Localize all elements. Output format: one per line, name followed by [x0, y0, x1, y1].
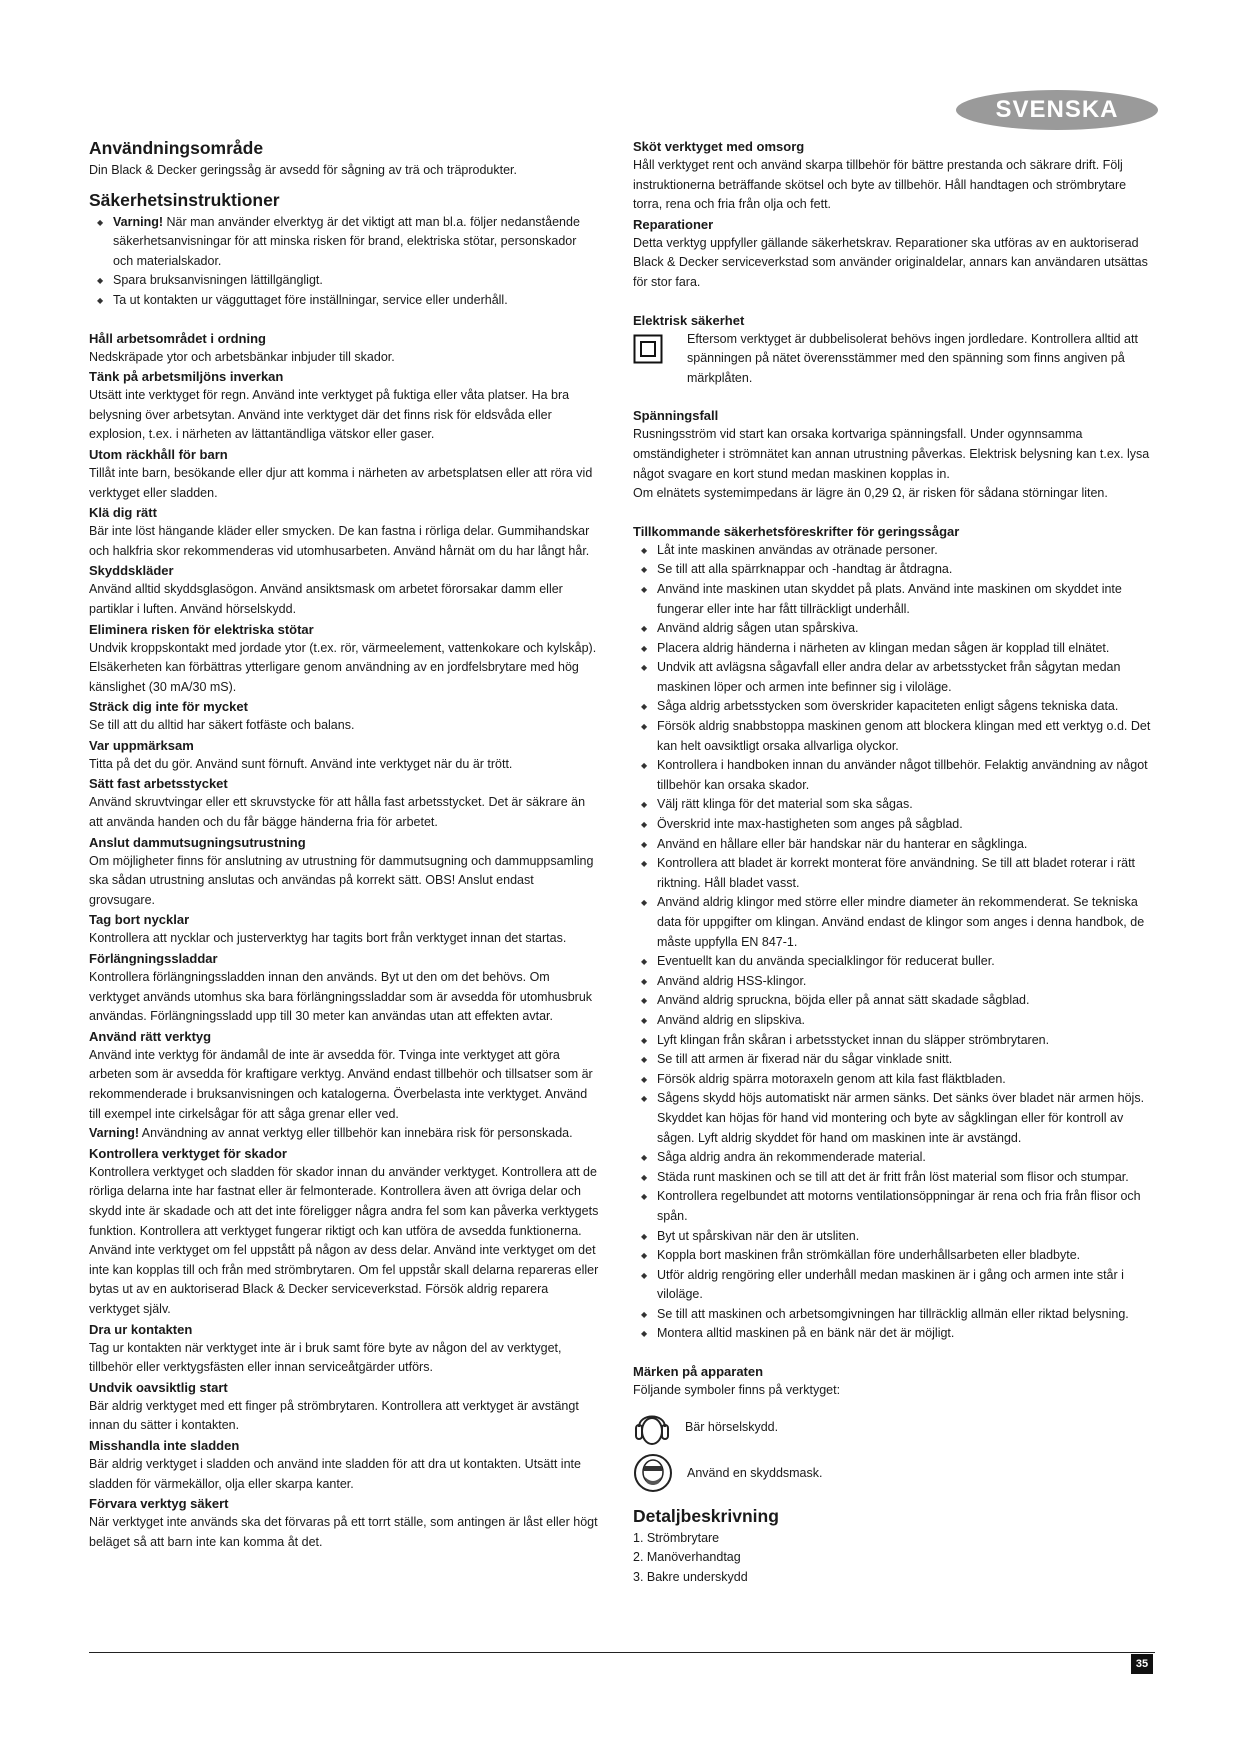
extra-bullet: ◆ Använd aldrig spruckna, böjda eller på annat sätt skadade sågblad.: [633, 991, 1158, 1011]
safety-section-text: Om möjligheter finns för anslutning av utrustning för dammutsugning och dammuppsamling ska sådan utrustning anslutas och användas på korrekt sätt. OBS! Anslut endast grovsugare.: [89, 853, 594, 907]
safety-section-text: Kontrollera att nycklar och justerverktyg har tagits bort från verktyget innan det startas.: [89, 931, 567, 946]
safety-section-heading: Utom räckhåll för barn: [89, 446, 228, 462]
safety-section-text: Titta på det du gör. Använd sunt förnuft. Använd inte verktyget när du är trött.: [89, 756, 513, 771]
left-column: [89, 137, 599, 1552]
extra-bullet: ◆ Kontrollera att bladet är korrekt monterat före användning. Se till att bladet roterar i rätt riktning. Håll bladet vasst.: [633, 854, 1158, 893]
safety-section-heading: Förvara verktyg säkert: [89, 1496, 229, 1512]
mark-mask-label: Använd en skyddsmask.: [687, 1465, 823, 1480]
extra-bullet: ◆ Använd en hållare eller bär handskar när du hanterar en sågklinga.: [633, 835, 1158, 855]
double-insulation-icon: [633, 334, 665, 389]
safety-section-heading: Skyddskläder: [89, 563, 174, 579]
care-text: Håll verktyget rent och använd skarpa tillbehör för bättre prestanda och säkrare drift. Följ instruktionerna beträffande skötsel och byte av tillbehör. Håll handtagen och strömbrytare torra, rena och fria från olja och fett.: [633, 158, 1127, 212]
safety-section-text: Använd skruvtvingar eller ett skruvstycke för att hålla fast arbetsstycket. Det är säkrare än att använda handen och du får bägge händerna fria för arbetet.: [89, 795, 586, 830]
dust-mask-icon: [633, 1453, 673, 1493]
usage-text: Din Black & Decker geringssåg är avsedd för sågning av trä och träprodukter.: [89, 163, 517, 177]
detail-title: Detaljbeskrivning: [633, 1505, 779, 1526]
detail-item: 3. Bakre underskydd: [633, 1569, 748, 1584]
mark-mask-row: [633, 1453, 1158, 1493]
safety-section-text: Undvik kroppskontakt med jordade ytor (t.ex. rör, värmeelement, vattenkokare och kylskåp). Elsäkerheten kan förbättras ytterligare genom användning av en jordfelsbrytare med hög känslighet (30 mA/30 mS).: [89, 640, 597, 694]
safety-section-heading: Håll arbetsområdet i ordning: [89, 330, 266, 346]
extra-bullet: ◆ Kontrollera i handboken innan du använder något tillbehör. Felaktig användning av något tillbehör kan orsaka skador.: [633, 756, 1158, 795]
safety-bullet-bold: Varning!: [113, 214, 164, 229]
safety-section-heading: Dra ur kontakten: [89, 1321, 193, 1337]
extra-bullet-list: [633, 541, 1158, 1344]
extra-bullet: ◆ Byt ut spårskivan när den är utsliten.: [633, 1227, 1158, 1247]
safety-section-text: Använd alltid skyddsglasögon. Använd ansiktsmask om arbetet förorsakar damm eller partiklar i luften. Använd hörselskydd.: [89, 582, 563, 616]
extra-bullet: ◆ Såga aldrig arbetsstycken som överskrider kapaciteten enligt sågens tekniska data.: [633, 697, 1158, 717]
safety-section-heading: Sätt fast arbetsstycket: [89, 776, 228, 792]
marks-title: Märken på apparaten: [633, 1364, 764, 1380]
elec-title: Elektrisk säkerhet: [633, 312, 745, 328]
extra-bullet: ◆ Använd inte maskinen utan skyddet på plats. Använd inte maskinen om skyddet inte fungerar eller inte har fått tillräckligt underhåll.: [633, 580, 1158, 619]
extra-bullet: ◆ Använd aldrig klingor med större eller mindre diameter än rekommenderat. Se tekniska data för uppgifter om klingan. Använd endast de klingor som anges i denna handbok, de måste uppfylla EN 847-1.: [633, 893, 1158, 952]
safety-section-heading: Tänk på arbetsmiljöns inverkan: [89, 369, 284, 385]
detail-item: 1. Strömbrytare: [633, 1530, 720, 1545]
safety-bullet: [89, 213, 599, 272]
extra-bullet: ◆ Utför aldrig rengöring eller underhåll medan maskinen är i gång och armen inte står i viloläge.: [633, 1266, 1158, 1305]
extra-bullet: ◆ Sågens skydd höjs automatiskt när armen sänks. Det sänks över bladet när armen höjs. Skyddet kan höjas för hand vid montering och byte av sågklingan eller för kontroll av sågen. Lyft aldrig skyddet för hand om maskinen inte är avstängd.: [633, 1089, 1158, 1148]
left-sections: [89, 329, 599, 1125]
safety-section-text: Använd inte verktyg för ändamål de inte är avsedda för. Tvinga inte verktyget att göra arbeten som är avsedda för kraftigare verktyg. Använd endast tillbehör och tillsatser som är rekommenderade i bruksanvisningen och katalogerna. Överbelasta inte verktyget. Använd till exempel inte cirkelsågar för att såga grenar eller ved.: [89, 1047, 593, 1121]
marks-text: Följande symboler finns på verktyget:: [633, 1383, 841, 1398]
safety-section-heading: Förlängningssladdar: [89, 951, 218, 967]
safety-section-heading: Anslut dammutsugningsutrustning: [89, 834, 306, 850]
extra-bullet: ◆ Placera aldrig händerna i närheten av klingan medan sågen är kopplad till elnätet.: [633, 639, 1158, 659]
repair-text: Detta verktyg uppfyller gällande säkerhetskrav. Reparationer ska utföras av en auktoriserad Black & Decker serviceverkstad som använder originaldelar, annars kan användaren utsättas för stor fara.: [633, 235, 1148, 289]
safety-section-text: Tag ur kontakten när verktyget inte är i bruk samt före byte av någon del av verktyget, tillbehör eller verktygsfästen eller innan serviceåtgärder utförs.: [89, 1340, 562, 1375]
safety-section-heading: Misshandla inte sladden: [89, 1437, 240, 1453]
extra-bullet: ◆ Försök aldrig spärra motoraxeln genom att kila fast fläktbladen.: [633, 1070, 1158, 1090]
mark-ear-label: Bär hörselskydd.: [685, 1419, 779, 1434]
safety-section-text: Se till att du alltid har säkert fotfäste och balans.: [89, 718, 355, 733]
usage-title: Användningsområde: [89, 138, 264, 158]
extra-bullet: ◆ Försök aldrig snabbstoppa maskinen genom att blockera klingan med ett verktyg o.d. Det kan helt oavsiktligt orsaka allvarliga olyckor.: [633, 717, 1158, 756]
safety-bullet: [89, 271, 599, 291]
safety-section-text: Bär inte löst hängande kläder eller smycken. De kan fastna i rörliga delar. Gummihandskar och halkfria skor rekommenderas vid utomhusarbeten. Använd hårnät om du har långt hår.: [89, 524, 590, 558]
extra-bullet: ◆ Koppla bort maskinen från strömkällan före underhållsarbeten eller bladbyte.: [633, 1246, 1158, 1266]
volt-title: Spänningsfall: [633, 408, 719, 424]
extra-bullet: ◆ Städa runt maskinen och se till att det är fritt från löst material som flisor och stumpar.: [633, 1168, 1158, 1188]
safety-title: Säkerhetsinstruktioner: [89, 189, 280, 210]
safety-bullet: [89, 291, 599, 311]
extra-title: Tillkommande säkerhetsföreskrifter för geringssågar: [633, 523, 960, 539]
safety-section-heading: Sträck dig inte för mycket: [89, 699, 248, 715]
extra-bullet: ◆ Låt inte maskinen användas av otränade personer.: [633, 541, 1158, 561]
safety-section-heading: Tag bort nycklar: [89, 912, 190, 928]
warning-text: Användning av annat verktyg eller tillbehör kan innebära risk för personskada.: [139, 1126, 573, 1141]
safety-section-heading: Undvik oavsiktlig start: [89, 1379, 228, 1395]
safety-section-text: Kontrollera verktyget och sladden för skador innan du använder verktyget. Kontrollera att de rörliga delarna inte har fastnat eller är felmonterade. Kontrollera även att övriga delar och skydd inte är skadade och att det inte föreligger några andra fel som kan påverka verktygets funktion. Kontrollera att verktyget fungerar riktigt och kan utföra de avsedda funktionerna. Använd inte verktyget om fel uppstått på någon av dess delar. Använd inte verktyget om det inte kan kopplas till och från med strömbrytaren. Om fel uppstår skall delarna repareras eller bytas ut av en auktoriserad Black & Decker serviceverkstad. Försök aldrig reparera verktyget själv.: [89, 1164, 599, 1316]
ear-protection-icon: [633, 1405, 671, 1449]
warning-paragraph: [89, 1124, 599, 1144]
safety-section-heading: Använd rätt verktyg: [89, 1028, 212, 1044]
extra-bullet: ◆ Använd aldrig HSS-klingor.: [633, 972, 1158, 992]
safety-bullet-text: Ta ut kontakten ur vägguttaget före inställningar, service eller underhåll.: [113, 292, 508, 307]
volt-text: Rusningsström vid start kan orsaka kortvariga spänningsfall. Under ogynnsamma omständigheter i strömnätet kan annan utrustning påverkas. Elektrisk belysning kan t.ex. lysa något svagare en kort stund medan maskinen kopplas in.: [633, 427, 1150, 481]
mark-ear-row: [633, 1405, 1158, 1449]
volt-text-2: Om elnätets systemimpedans är lägre än 0,29 Ω, är risken för sådana störningar liten.: [633, 486, 1108, 501]
footer-divider: [89, 1652, 1155, 1653]
left-sections-2: [89, 1144, 599, 1553]
care-title: Sköt verktyget med omsorg: [633, 139, 805, 154]
safety-section-heading: Var uppmärksam: [89, 737, 194, 753]
right-column: [633, 137, 1158, 1587]
safety-section-text: Nedskräpade ytor och arbetsbänkar inbjuder till skador.: [89, 349, 395, 364]
extra-bullet: ◆ Lyft klingan från skåran i arbetsstycket innan du släpper strömbrytaren.: [633, 1031, 1158, 1051]
safety-bullet-text: Spara bruksanvisningen lättillgängligt.: [113, 273, 323, 288]
repair-title: Reparationer: [633, 216, 714, 232]
safety-section-text: När verktyget inte används ska det förvaras på ett torrt ställe, som antingen är låst eller högt beläget så att barn inte kan komma åt det.: [89, 1515, 598, 1549]
safety-section-text: Utsätt inte verktyget för regn. Använd inte verktyget på fuktiga eller våta platser. Ha bra belysning över arbetsytan. Använd inte verktyget där det finns risk för eldsvåda eller explosion, t.ex. i närheten av lättantändliga vätskor eller gaser.: [89, 388, 570, 442]
extra-bullet: ◆ Välj rätt klinga för det material som ska sågas.: [633, 795, 1158, 815]
detail-item: 2. Manöverhandtag: [633, 1550, 741, 1565]
safety-section-heading: Klä dig rätt: [89, 505, 157, 521]
safety-bullet-list: [89, 213, 599, 311]
extra-bullet: ◆ Såga aldrig andra än rekommenderade material.: [633, 1148, 1158, 1168]
extra-bullet: ◆ Se till att maskinen och arbetsomgivningen har tillräcklig allmän eller riktad belysning.: [633, 1305, 1158, 1325]
safety-section-text: Tillåt inte barn, besökande eller djur att komma i närheten av arbetsplatsen eller att röra vid verktyget eller sladden.: [89, 465, 593, 500]
page-number: 35: [1131, 1654, 1153, 1674]
extra-bullet: ◆ Undvik att avlägsna sågavfall eller andra delar av arbetsstycket från sågytan medan maskinen löper och armen inte befinner sig i viloläge.: [633, 658, 1158, 697]
extra-bullet: ◆ Överskrid inte max-hastigheten som anges på sågblad.: [633, 815, 1158, 835]
safety-section-heading: Kontrollera verktyget för skador: [89, 1145, 287, 1161]
safety-section-heading: Eliminera risken för elektriska stötar: [89, 621, 314, 637]
warning-label: Varning!: [89, 1126, 140, 1141]
detail-list: [633, 1529, 1158, 1588]
extra-bullet: ◆ Eventuellt kan du använda specialklingor för reducerat buller.: [633, 952, 1158, 972]
extra-bullet: ◆ Kontrollera regelbundet att motorns ventilationsöppningar är rena och fria från flisor och spån.: [633, 1187, 1158, 1226]
extra-bullet: ◆ Använd aldrig sågen utan spårskiva.: [633, 619, 1158, 639]
extra-bullet: ◆ Montera alltid maskinen på en bänk när det är möjligt.: [633, 1324, 1158, 1344]
safety-section-text: Kontrollera förlängningssladden innan den används. Byt ut den om det behövs. Om verktyget används utomhus ska bara förlängningssladdar som är avsedda för utomhusbruk användas. Förlängningssladd upp till 30 meter kan användas utan att effekten avtar.: [89, 970, 593, 1024]
extra-bullet: ◆ Se till att armen är fixerad när du sågar vinklade snitt.: [633, 1050, 1158, 1070]
safety-section-text: Bär aldrig verktyget i sladden och använd inte sladden för att dra ut kontakten. Utsätt inte sladden för värmekällor, olja eller skarpa kanter.: [89, 1456, 581, 1491]
safety-bullet-text: När man använder elverktyg är det viktigt att man bl.a. följer nedanstående säkerhetsanvisningar för att minska risken för brand, elektriska stötar, personskador och materialskador.: [113, 214, 580, 268]
language-badge: SVENSKA: [956, 90, 1158, 130]
extra-bullet: ◆ Använd aldrig en slipskiva.: [633, 1011, 1158, 1031]
safety-section-text: Bär aldrig verktyget med ett finger på strömbrytaren. Kontrollera att verktyget är avstängt innan du sätter i kontakten.: [89, 1398, 579, 1433]
elec-text: Eftersom verktyget är dubbelisolerat behövs ingen jordledare. Kontrollera alltid att spänningen på nätet överensstämmer med den spänning som finns angiven på märkplåten.: [687, 331, 1138, 385]
extra-bullet: ◆ Se till att alla spärrknappar och -handtag är åtdragna.: [633, 560, 1158, 580]
